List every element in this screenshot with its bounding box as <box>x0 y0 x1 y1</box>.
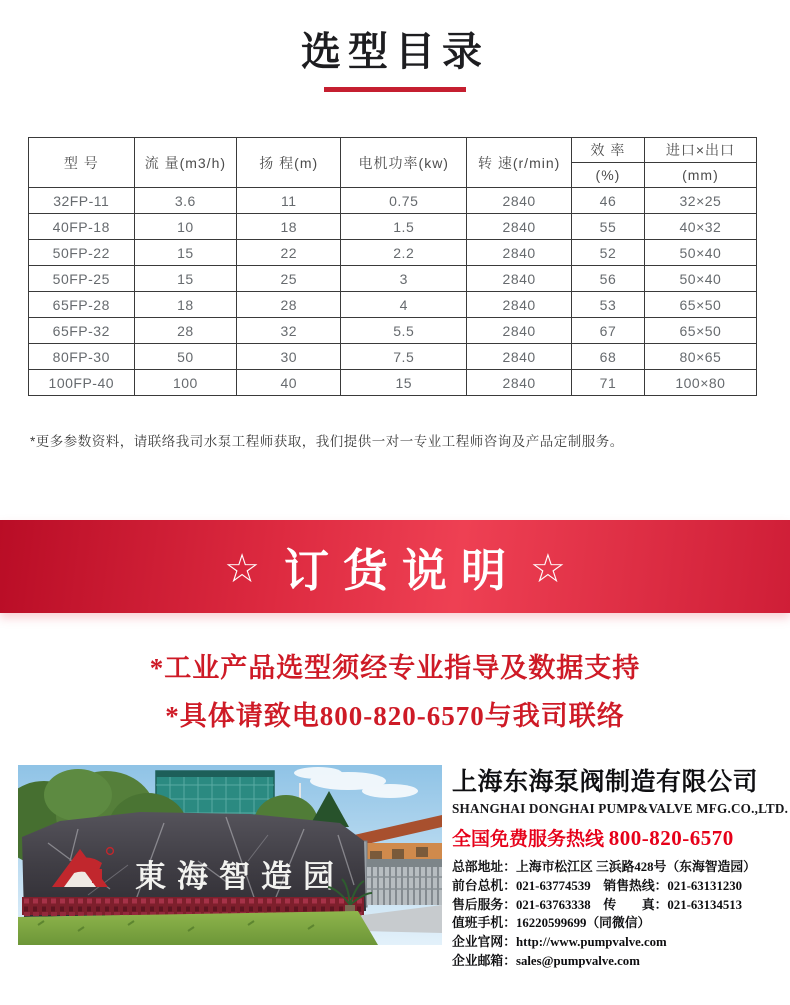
company-name-en: SHANGHAI DONGHAI PUMP&VALVE MFG.CO.,LTD. <box>452 801 789 816</box>
table-cell: 71 <box>572 370 645 396</box>
hotline-label: 全国免费服务热线 <box>452 829 605 850</box>
table-row <box>29 318 757 344</box>
column-header-model: 型 号 <box>29 138 135 188</box>
table-cell: 50FP-22 <box>29 240 135 266</box>
page-title: 选型目录 <box>301 30 489 74</box>
table-cell: 67 <box>572 318 645 344</box>
order-banner <box>0 520 790 613</box>
table-cell: 100×80 <box>644 370 756 396</box>
table-row <box>29 266 757 292</box>
table-cell: 40FP-18 <box>29 214 135 240</box>
table-cell: 50×40 <box>644 266 756 292</box>
column-header-ports-unit: (mm) <box>644 163 756 188</box>
notice-block <box>0 644 790 740</box>
table-cell: 2840 <box>467 188 572 214</box>
contact-line-phones: 前台总机：021-63774539 销售热线：021-63131230 <box>452 878 743 893</box>
table-cell: 7.5 <box>341 344 467 370</box>
table-cell: 65FP-28 <box>29 292 135 318</box>
star-icon: ☆ <box>530 546 566 591</box>
table-cell: 68 <box>572 344 645 370</box>
column-header-power: 电机功率(kw) <box>341 138 467 188</box>
notice-line: *工业产品选型须经专业指导及数据支持 <box>149 653 641 683</box>
company-info <box>452 762 789 971</box>
table-cell: 50FP-25 <box>29 266 135 292</box>
table-cell: 46 <box>572 188 645 214</box>
table-cell: 25 <box>237 266 341 292</box>
note-text: *更多参数资料，请联络我司水泵工程师获取，我们提供一对一专业工程师咨询及产品定制服务。 <box>30 434 624 449</box>
table-cell: 30 <box>237 344 341 370</box>
table-cell: 18 <box>237 214 341 240</box>
table-cell: 2840 <box>467 214 572 240</box>
table-cell: 32 <box>237 318 341 344</box>
hotline-number: 800-820-6570 <box>608 826 734 850</box>
table-cell: 11 <box>237 188 341 214</box>
lawn <box>18 911 378 945</box>
table-cell: 15 <box>134 240 237 266</box>
hotline <box>452 824 786 851</box>
table-cell: 50 <box>134 344 237 370</box>
table-cell: 55 <box>572 214 645 240</box>
contact-list <box>452 858 786 971</box>
table-cell: 2840 <box>467 370 572 396</box>
table-cell: 15 <box>134 266 237 292</box>
company-name-cn: 上海东海泵阀制造有限公司 <box>452 768 759 796</box>
contact-line-email: 企业邮箱：sales@pumpvalve.com <box>452 953 640 968</box>
factory-photo <box>18 765 442 945</box>
table-cell: 3 <box>341 266 467 292</box>
column-header-flow: 流 量(m3/h) <box>134 138 237 188</box>
table-cell: 100 <box>134 370 237 396</box>
table-cell: 2840 <box>467 266 572 292</box>
table-cell: 65×50 <box>644 292 756 318</box>
table-cell: 100FP-40 <box>29 370 135 396</box>
column-header-ports: 进口×出口 <box>644 138 756 163</box>
sign-text: 東海智造园 <box>135 859 345 894</box>
table-cell: 2840 <box>467 240 572 266</box>
table-cell: 56 <box>572 266 645 292</box>
table-header-row <box>29 138 757 163</box>
table-row <box>29 344 757 370</box>
table-cell: 40×32 <box>644 214 756 240</box>
title-section <box>0 20 790 92</box>
table-cell: 65FP-32 <box>29 318 135 344</box>
table-cell: 80×65 <box>644 344 756 370</box>
column-header-efficiency: 效 率 <box>572 138 645 163</box>
table-cell: 2840 <box>467 292 572 318</box>
contact-line-fax: 售后服务：021-63763338 传 真：021-63134513 <box>452 897 743 912</box>
table-cell: 2840 <box>467 344 572 370</box>
table-cell: 1.5 <box>341 214 467 240</box>
banner-title: 订货说明 <box>283 545 520 596</box>
table-row <box>29 292 757 318</box>
spec-table <box>28 137 757 396</box>
table-cell: 28 <box>237 292 341 318</box>
table-cell: 28 <box>134 318 237 344</box>
contact-line-website: 企业官网：http://www.pumpvalve.com <box>452 935 667 950</box>
table-row <box>29 370 757 396</box>
star-icon: ☆ <box>224 546 260 591</box>
title-underline <box>324 87 466 92</box>
table-cell: 15 <box>341 370 467 396</box>
table-cell: 18 <box>134 292 237 318</box>
table-cell: 2.2 <box>341 240 467 266</box>
table-row <box>29 240 757 266</box>
table-cell: 4 <box>341 292 467 318</box>
table-cell: 5.5 <box>341 318 467 344</box>
table-cell: 52 <box>572 240 645 266</box>
table-cell: 32×25 <box>644 188 756 214</box>
table-cell: 10 <box>134 214 237 240</box>
contact-line-mobile: 值班手机：16220599699（同微信） <box>452 916 651 931</box>
table-cell: 2840 <box>467 318 572 344</box>
table-cell: 32FP-11 <box>29 188 135 214</box>
table-cell: 0.75 <box>341 188 467 214</box>
table-cell: 65×50 <box>644 318 756 344</box>
table-cell: 80FP-30 <box>29 344 135 370</box>
table-cell: 40 <box>237 370 341 396</box>
column-header-efficiency-unit: (%) <box>572 163 645 188</box>
notice-line: *具体请致电800-820-6570与我司联络 <box>165 701 625 731</box>
table-cell: 22 <box>237 240 341 266</box>
contact-line-address: 总部地址：上海市松江区 三浜路428号（东海智造园） <box>452 860 756 874</box>
table-row <box>29 188 757 214</box>
table-cell: 53 <box>572 292 645 318</box>
table-row <box>29 214 757 240</box>
table-cell: 50×40 <box>644 240 756 266</box>
column-header-head: 扬 程(m) <box>237 138 341 188</box>
table-cell: 3.6 <box>134 188 237 214</box>
column-header-speed: 转 速(r/min) <box>467 138 572 188</box>
